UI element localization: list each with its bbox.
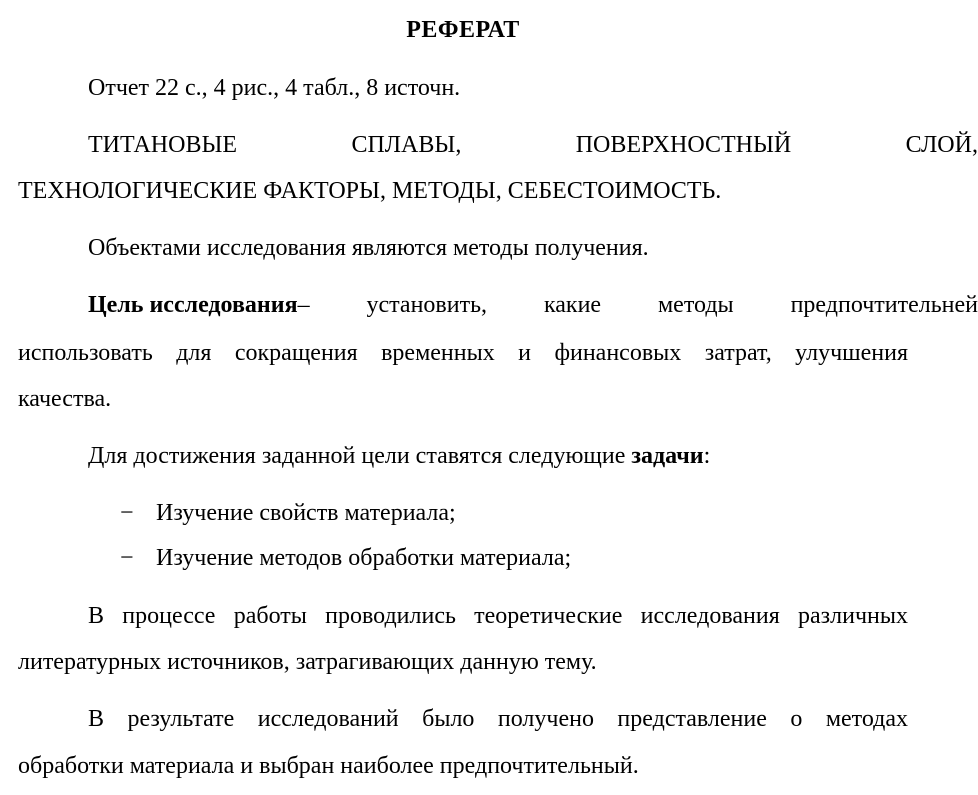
goal-line-1 bbox=[18, 289, 978, 321]
report-stats: Отчет 22 с., 4 рис., 4 табл., 8 источн. bbox=[88, 75, 461, 101]
goal-label: Цель исследования bbox=[88, 292, 298, 318]
goal-text-rest: – установить, какие методы предпочтительней bbox=[297, 292, 978, 318]
goal-line-3: качества. bbox=[18, 386, 112, 412]
tasks-intro-prefix: Для достижения заданной цели ставятся следующие bbox=[88, 443, 632, 469]
goal-line-2: использовать для сокращения временных и финансовых затрат, улучшения bbox=[18, 340, 908, 366]
dash-bullet: − bbox=[120, 545, 134, 571]
process-line-1: В процессе работы проводились теоретические исследования различных bbox=[88, 603, 908, 629]
result-line-1: В результате исследований было получено представление о методах bbox=[88, 706, 908, 732]
tasks-intro bbox=[18, 440, 978, 472]
keyword: СЛОЙ, bbox=[905, 132, 978, 158]
keyword: СПЛАВЫ, bbox=[351, 132, 462, 158]
tasks-intro-bold: задачи bbox=[631, 443, 704, 469]
keyword: ПОВЕРХНОСТНЫЙ bbox=[575, 132, 792, 158]
list-item-text: Изучение свойств материала; bbox=[156, 500, 456, 526]
result-line-2: обработки материала и выбран наиболее предпочтительный. bbox=[18, 753, 639, 779]
keywords-line-1 bbox=[18, 129, 978, 161]
keyword: ТИТАНОВЫЕ bbox=[88, 132, 238, 158]
page-title: РЕФЕРАТ bbox=[406, 17, 520, 43]
process-line-2: литературных источников, затрагивающих данную тему. bbox=[18, 649, 597, 675]
keywords-line-2: ТЕХНОЛОГИЧЕСКИЕ ФАКТОРЫ, МЕТОДЫ, СЕБЕСТОИМОСТЬ. bbox=[18, 178, 722, 204]
document-page bbox=[18, 0, 978, 795]
tasks-intro-suffix: : bbox=[703, 443, 711, 469]
research-objects: Объектами исследования являются методы получения. bbox=[88, 235, 649, 261]
list-item-text: Изучение методов обработки материала; bbox=[156, 545, 572, 571]
dash-bullet: − bbox=[120, 500, 134, 526]
